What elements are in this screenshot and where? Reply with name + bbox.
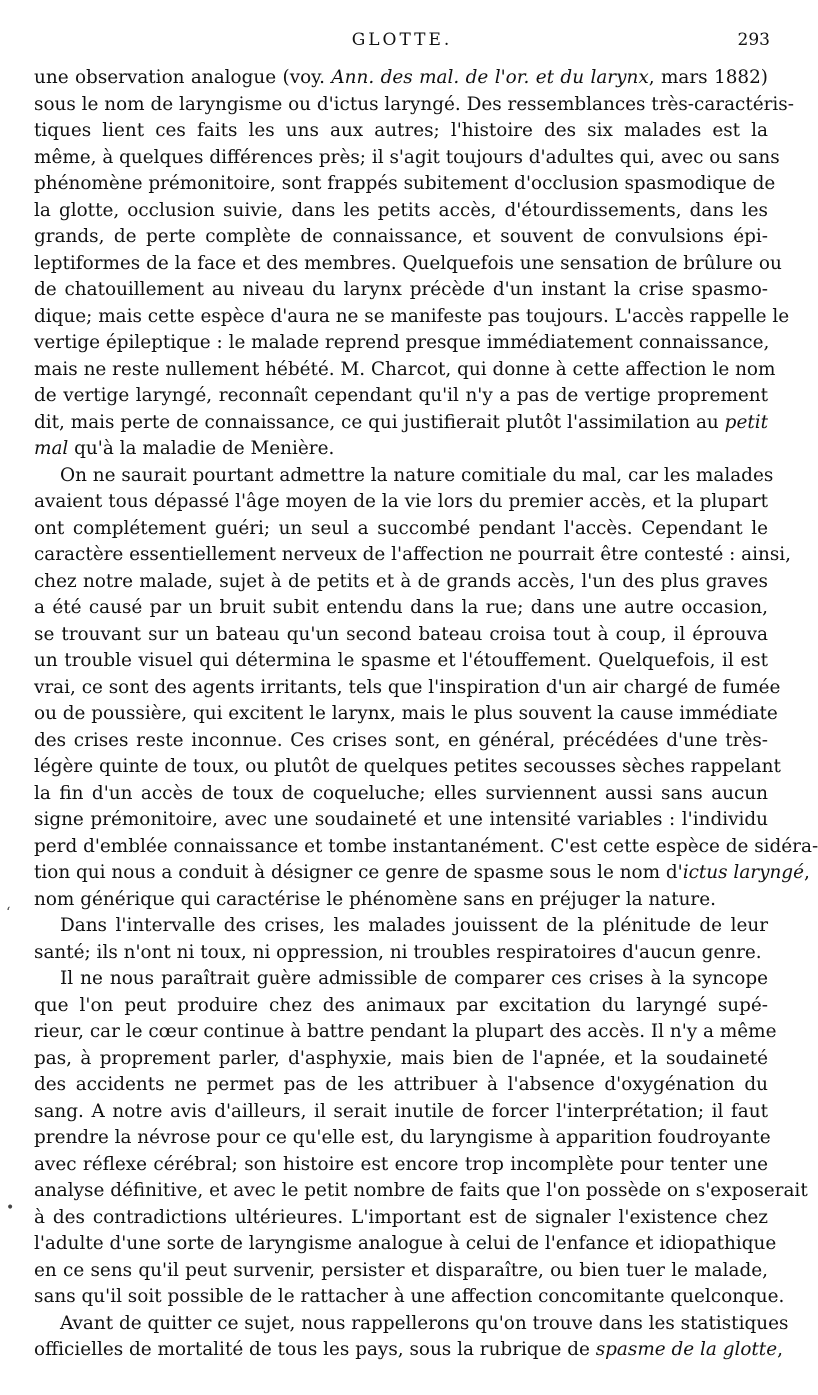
text-line	[34, 913, 768, 940]
text-span: se trouvant sur un bateau qu'un second bateau croisa tout à coup, il éprouva	[34, 623, 768, 645]
text-span: la fin d'un accès de toux de coqueluche; elles surviennent aussi sans aucun	[34, 782, 768, 804]
text-span: même, à quelques différences près; il s'agit toujours d'adultes qui, avec ou sans	[34, 146, 780, 168]
text-line	[34, 118, 768, 145]
text-line	[34, 1178, 808, 1205]
text-span: vrai, ce sont des agents irritants, tels que l'inspiration d'un air chargé de fumée	[34, 676, 781, 698]
text-line	[34, 277, 768, 304]
text-line	[34, 198, 768, 225]
text-span: avaient tous dépassé l'âge moyen de la vie lors du premier accès, et la plupart	[34, 491, 768, 512]
text-line	[34, 648, 768, 675]
text-line	[34, 410, 768, 437]
text-line	[34, 383, 768, 410]
text-span: phénomène prémonitoire, sont frappés subitement d'occlusion spasmodique de	[34, 173, 776, 194]
text-span: à des contradictions ultérieures. L'important est de signaler l'existence chez	[34, 1206, 768, 1228]
text-line	[34, 357, 776, 384]
text-span: ou de poussière, qui excitent le larynx, mais le plus souvent la cause immédiate	[34, 703, 778, 724]
page-header	[34, 30, 770, 56]
text-span: santé; ils n'ont ni toux, ni oppression, ni troubles respiratoires d'aucun genre.	[34, 941, 762, 963]
text-span: des crises reste inconnue. Ces crises sont, en général, précédées d'une très-	[34, 729, 768, 751]
text-line	[34, 330, 768, 357]
text-span: dique; mais cette espèce d'aura ne se manifeste pas toujours. L'accès rappelle le	[34, 305, 790, 327]
text-span: la glotte, occlusion suivie, dans les petits accès, d'étourdissements, dans les	[34, 199, 768, 221]
text-line	[34, 595, 768, 622]
text-line	[34, 224, 768, 251]
text-line	[34, 834, 818, 861]
italic-text: petit	[724, 411, 768, 433]
text-span: officielles de mortalité de tous les pays, sous la rubrique de	[34, 1339, 596, 1360]
text-line	[34, 1284, 785, 1311]
text-line	[34, 304, 790, 331]
text-line	[34, 993, 768, 1020]
text-line	[34, 1337, 783, 1364]
text-line	[34, 807, 768, 834]
text-span: analyse définitive, et avec le petit nombre de faits que l'on possède on s'exposerait	[34, 1180, 808, 1201]
text-span: rieur, car le cœur continue à battre pendant la plupart des accès. Il n'y a même	[34, 1021, 777, 1042]
text-line	[34, 145, 780, 172]
text-span: qu'à la maladie de Menière.	[68, 438, 335, 459]
text-line	[34, 887, 768, 914]
text-line	[34, 1205, 768, 1232]
text-line	[34, 542, 792, 569]
text-line	[34, 675, 781, 702]
text-line	[34, 728, 768, 755]
text-span: vertige épileptique : le malade reprend presque immédiatement connaissance,	[34, 332, 770, 353]
text-span: ,	[803, 862, 810, 883]
text-line	[34, 251, 782, 278]
text-span: perd d'emblée connaissance et tombe instantanément. C'est cette espèce de sidéra-	[34, 835, 818, 857]
text-span: l'adulte d'une sorte de laryngisme analogue à celui de l'enfance et idiopathique	[34, 1233, 777, 1254]
text-span: de chatouillement au niveau du larynx précède d'un instant la crise spasmo-	[34, 279, 768, 300]
text-span: caractère essentiellement nerveux de l'affection ne pourrait être contesté : ainsi,	[34, 544, 792, 565]
text-span: légère quinte de toux, ou plutôt de quelques petites secousses sèches rappelant	[34, 756, 781, 777]
text-span: avec réflexe cérébral; son histoire est encore trop incomplète pour tenter une	[34, 1153, 768, 1175]
text-span: Dans l'intervalle des crises, les malades jouissent de la plénitude de leur	[60, 915, 768, 936]
running-title: GLOTTE.	[351, 30, 453, 50]
text-line	[34, 860, 810, 887]
italic-text: ictus laryngé	[682, 862, 804, 883]
text-span: signe prémonitoire, avec une soudaineté et une intensité variables : l'individu	[34, 809, 768, 830]
text-span: dit, mais perte de connaissance, ce qui justifierait plutôt l'assimilation au	[34, 411, 725, 433]
text-line	[34, 1072, 768, 1099]
text-span: en ce sens qu'il peut survenir, persister et disparaître, ou bien tuer le malade,	[34, 1259, 768, 1281]
text-line	[34, 489, 768, 516]
text-line	[34, 781, 768, 808]
text-span: grands, de perte complète de connaissance, et souvent de convulsions épi-	[34, 226, 768, 247]
text-line	[34, 1258, 768, 1285]
text-line	[34, 1231, 777, 1258]
text-line	[34, 1046, 768, 1073]
text-line	[34, 516, 768, 543]
body-text	[34, 65, 818, 1364]
text-span: On ne saurait pourtant admettre la nature comitiale du mal, car les malades	[60, 464, 774, 486]
text-span: de vertige laryngé, reconnaît cependant qu'il n'y a pas de vertige proprement	[34, 385, 768, 406]
text-line	[34, 569, 768, 596]
text-line	[34, 754, 781, 781]
text-line	[34, 65, 768, 92]
page-number: 293	[737, 30, 770, 50]
margin-mark: ʻ	[6, 905, 11, 921]
text-line	[34, 701, 778, 728]
text-span: tiques lient ces faits les uns aux autres; l'histoire des six malades est la	[34, 120, 768, 141]
text-line	[34, 1311, 789, 1338]
text-span: a été causé par un bruit subit entendu dans la rue; dans une autre occasion,	[34, 597, 768, 618]
text-span: , mars 1882)	[648, 67, 768, 88]
italic-text: Ann. des mal. de l'or. et du larynx	[331, 67, 649, 88]
text-span: prendre la névrose pour ce qu'elle est, du laryngisme à apparition foudroyante	[34, 1127, 771, 1148]
text-line	[34, 463, 774, 490]
margin-mark: •	[6, 1200, 15, 1216]
text-span: Il ne nous paraîtrait guère admissible de comparer ces crises à la syncope	[60, 968, 768, 989]
text-span: chez notre malade, sujet à de petits et à de grands accès, l'un des plus graves	[34, 570, 768, 592]
italic-text: spasme de la glotte	[595, 1339, 778, 1360]
text-line	[34, 1125, 771, 1152]
text-span: des accidents ne permet pas de les attribuer à l'absence d'oxygénation du	[34, 1074, 768, 1095]
text-span: sans qu'il soit possible de le rattacher à une affection concomitante quelconque.	[34, 1286, 785, 1307]
text-span: une observation analogue (voy.	[34, 67, 332, 88]
text-line	[34, 966, 768, 993]
text-line	[34, 436, 768, 463]
text-line	[34, 940, 768, 967]
text-span: un trouble visuel qui détermina le spasme et l'étouffement. Quelquefois, il est	[34, 650, 768, 671]
text-span: Avant de quitter ce sujet, nous rappellerons qu'on trouve dans les statistiques	[60, 1312, 789, 1334]
text-span: nom générique qui caractérise le phénomène sans en préjuger la nature.	[34, 888, 716, 910]
text-line	[34, 1099, 768, 1126]
italic-text: mal	[34, 438, 69, 459]
text-span: ont complétement guéri; un seul a succombé pendant l'accès. Cependant le	[34, 517, 768, 539]
text-line	[34, 1152, 768, 1179]
text-line	[34, 1019, 777, 1046]
text-line	[34, 92, 794, 119]
text-line	[34, 622, 768, 649]
text-span: ,	[777, 1339, 783, 1360]
text-span: sous le nom de laryngisme ou d'ictus laryngé. Des ressemblances très-caractéris-	[34, 93, 794, 115]
text-span: sang. A notre avis d'ailleurs, il serait inutile de forcer l'interprétation; il faut	[34, 1100, 768, 1122]
text-span: tion qui nous a conduit à désigner ce genre de spasme sous le nom d'	[34, 862, 683, 883]
text-line	[34, 171, 776, 198]
text-span: leptiformes de la face et des membres. Quelquefois une sensation de brûlure ou	[34, 252, 782, 274]
text-span: pas, à proprement parler, d'asphyxie, mais bien de l'apnée, et la soudaineté	[34, 1047, 768, 1069]
text-span: mais ne reste nullement hébété. M. Charcot, qui donne à cette affection le nom	[34, 358, 776, 380]
text-span: que l'on peut produire chez des animaux par excitation du laryngé supé-	[34, 994, 768, 1016]
